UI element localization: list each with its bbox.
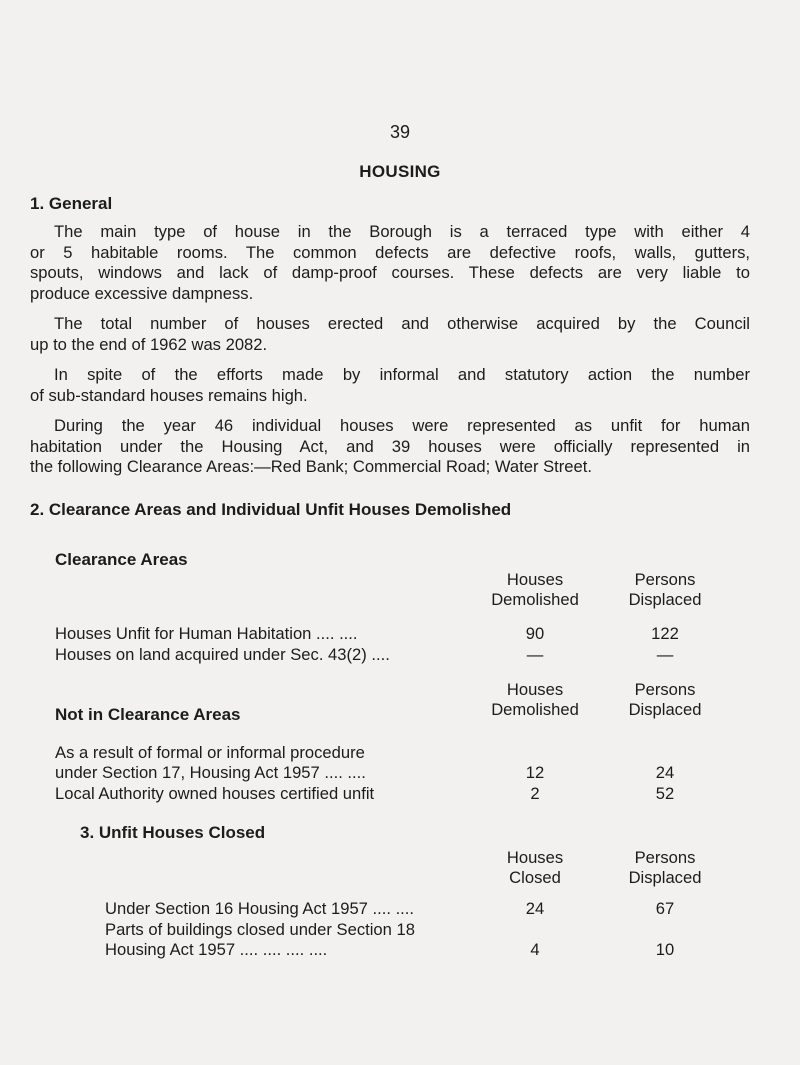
paragraph-line: During the year 46 individual houses were represented as unfit for human xyxy=(54,416,750,435)
column-header-line: Houses xyxy=(506,680,564,699)
row-label: Parts of buildings closed under Section 18 xyxy=(105,920,415,939)
paragraph-line: of sub-standard houses remains high. xyxy=(30,385,308,405)
section-1-heading: 1. General xyxy=(30,194,113,213)
paragraph-4 xyxy=(30,416,750,478)
page-number: 39 xyxy=(389,122,411,142)
row-houses-value: 12 xyxy=(525,763,545,782)
column-header-persons-displaced xyxy=(580,570,750,610)
column-header-line: Displaced xyxy=(628,700,702,719)
column-header-line: Displaced xyxy=(628,868,702,887)
row-label: Houses on land acquired under Sec. 43(2) .... xyxy=(55,645,390,664)
row-persons-value: 122 xyxy=(651,624,679,643)
paragraph-line: The total number of houses erected and otherwise acquired by the Council xyxy=(54,314,750,333)
row-label: Under Section 16 Housing Act 1957 .... .... xyxy=(105,899,415,918)
paragraph-2 xyxy=(30,314,750,355)
paragraph-line: the following Clearance Areas:—Red Bank; Commercial Road; Water Street. xyxy=(30,457,592,476)
column-header-line: Houses xyxy=(506,570,564,589)
page-title: HOUSING xyxy=(359,162,441,181)
row-houses-value: 90 xyxy=(525,624,545,643)
row-label: Local Authority owned houses certified unfit xyxy=(55,784,375,803)
row-houses-value: 2 xyxy=(530,784,540,803)
row-persons-value: 24 xyxy=(655,763,675,782)
row-houses-value: — xyxy=(526,645,544,664)
column-header-line: Closed xyxy=(509,868,561,887)
row-persons-value: 67 xyxy=(655,899,675,918)
row-houses-value: 24 xyxy=(525,899,545,918)
paragraph-line: or 5 habitable rooms. The common defects are defective roofs, walls, gutters, xyxy=(30,242,750,262)
row-persons-value: 10 xyxy=(655,940,675,959)
column-header-line: Persons xyxy=(634,680,696,699)
column-header-line: Houses xyxy=(506,848,564,867)
column-header-line: Demolished xyxy=(491,700,579,719)
paragraph-line: spouts, windows and lack of damp-proof courses. These defects are very liable to xyxy=(30,263,750,282)
column-header-line: Demolished xyxy=(491,590,579,609)
column-header-line: Persons xyxy=(634,570,696,589)
paragraph-1 xyxy=(30,222,750,304)
row-persons-value: 52 xyxy=(655,784,675,803)
section-2-heading: 2. Clearance Areas and Individual Unfit Houses Demolished xyxy=(30,500,512,519)
paragraph-line: produce excessive dampness. xyxy=(30,283,254,303)
paragraph-3 xyxy=(30,365,750,406)
paragraph-line: In spite of the efforts made by informal and statutory action the number xyxy=(54,365,750,384)
row-label: Houses Unfit for Human Habitation .... .... xyxy=(55,624,358,643)
row-houses-value: 4 xyxy=(530,940,540,959)
row-label: Housing Act 1957 .... .... .... .... xyxy=(105,940,328,959)
column-header-line: Displaced xyxy=(628,590,702,609)
paragraph-line: The main type of house in the Borough is a terraced type with either 4 xyxy=(54,222,750,241)
clearance-areas-subheading: Clearance Areas xyxy=(55,550,188,569)
row-label: under Section 17, Housing Act 1957 .... .... xyxy=(55,763,366,782)
paragraph-line: habitation under the Housing Act, and 39 houses were officially represented in xyxy=(30,436,750,456)
row-persons-value: — xyxy=(656,645,674,664)
column-header-persons-displaced xyxy=(580,680,750,720)
paragraph-line: up to the end of 1962 was 2082. xyxy=(30,334,268,354)
not-in-clearance-subheading: Not in Clearance Areas xyxy=(55,705,241,724)
row-label: As a result of formal or informal procedure xyxy=(55,743,365,762)
column-header-line: Persons xyxy=(634,848,696,867)
column-header-persons-displaced xyxy=(580,848,750,888)
section-3-heading: 3. Unfit Houses Closed xyxy=(80,823,266,842)
